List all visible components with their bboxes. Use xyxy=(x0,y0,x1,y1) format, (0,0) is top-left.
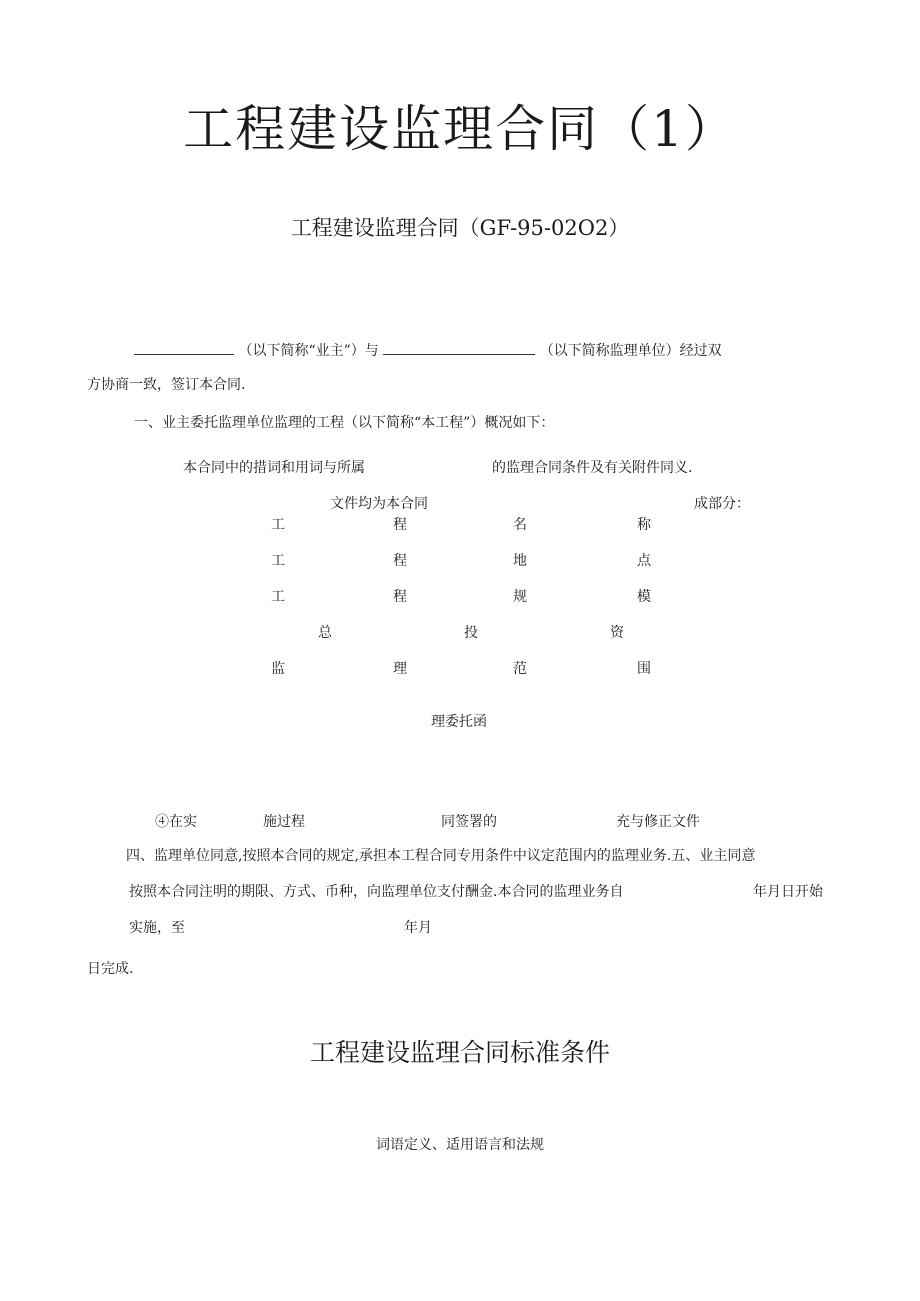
item4-part4: 充与修正文件 xyxy=(616,814,700,830)
clause-b-left: 文件均为本合同 xyxy=(330,496,428,512)
clause-a-left: 本合同中的措词和用词与所属 xyxy=(183,460,365,476)
document-subtitle: 工程建设监理合同（GF-95-02O2） xyxy=(290,216,630,240)
item4-part1: ④在实 xyxy=(155,814,197,830)
row1-char3: 名 xyxy=(513,517,527,533)
supervisor-blank xyxy=(383,342,535,355)
section-4-line-2b: 年月日开始 xyxy=(753,884,823,900)
row2-char1: 工 xyxy=(271,553,285,569)
entrust-letter: 理委托函 xyxy=(431,714,487,730)
row2-char3: 地 xyxy=(513,553,527,569)
owner-blank xyxy=(134,342,234,355)
row1-char1: 工 xyxy=(271,517,285,533)
item4-part2: 施过程 xyxy=(263,814,305,830)
row1-char4: 称 xyxy=(637,517,651,533)
row5-char1: 监 xyxy=(271,661,285,677)
row3-char1: 工 xyxy=(271,589,285,605)
clause-b-right: 成部分： xyxy=(694,496,750,512)
intro-part1: （以下简称“业主”）与 xyxy=(238,343,379,359)
standard-conditions-heading: 工程建设监理合同标准条件 xyxy=(309,1038,610,1067)
section-4-line-4: 日完成. xyxy=(87,961,134,977)
row5-char3: 范 xyxy=(513,661,527,677)
section-4-line-3b: 年月 xyxy=(404,920,432,936)
row4-char2: 投 xyxy=(464,625,478,641)
row4-char3: 资 xyxy=(610,625,624,641)
row3-char3: 规 xyxy=(513,589,527,605)
section-4-line-3a: 实施，至 xyxy=(129,920,185,936)
section-4-line-2a: 按照本合同注明的期限、方式、币种，向监理单位支付酬金.本合同的监理业务自 xyxy=(129,884,624,900)
row2-char2: 程 xyxy=(393,553,407,569)
section-4-line-1: 四、监理单位同意,按照本合同的规定,承担本工程合同专用条件中议定范围内的监理业务.五、业主同意 xyxy=(126,848,756,864)
row1-char2: 程 xyxy=(393,517,407,533)
intro-line-1 xyxy=(134,342,722,358)
row4-char1: 总 xyxy=(318,625,332,641)
row3-char4: 模 xyxy=(637,589,651,605)
row5-char4: 围 xyxy=(637,661,651,677)
intro-part2: （以下简称监理单位）经过双 xyxy=(539,343,722,359)
row3-char2: 程 xyxy=(393,589,407,605)
section-1-heading: 一、业主委托监理单位监理的工程（以下简称“本工程”）概况如下： xyxy=(134,415,555,431)
definitions-heading: 词语定义、适用语言和法规 xyxy=(376,1137,544,1153)
row2-char4: 点 xyxy=(637,553,651,569)
clause-a-right: 的监理合同条件及有关附件同义. xyxy=(492,460,693,476)
intro-line-2: 方协商一致，签订本合同. xyxy=(87,377,246,393)
document-title: 工程建设监理合同（1） xyxy=(183,100,737,158)
item4-part3: 同签署的 xyxy=(441,814,497,830)
row5-char2: 理 xyxy=(393,661,407,677)
